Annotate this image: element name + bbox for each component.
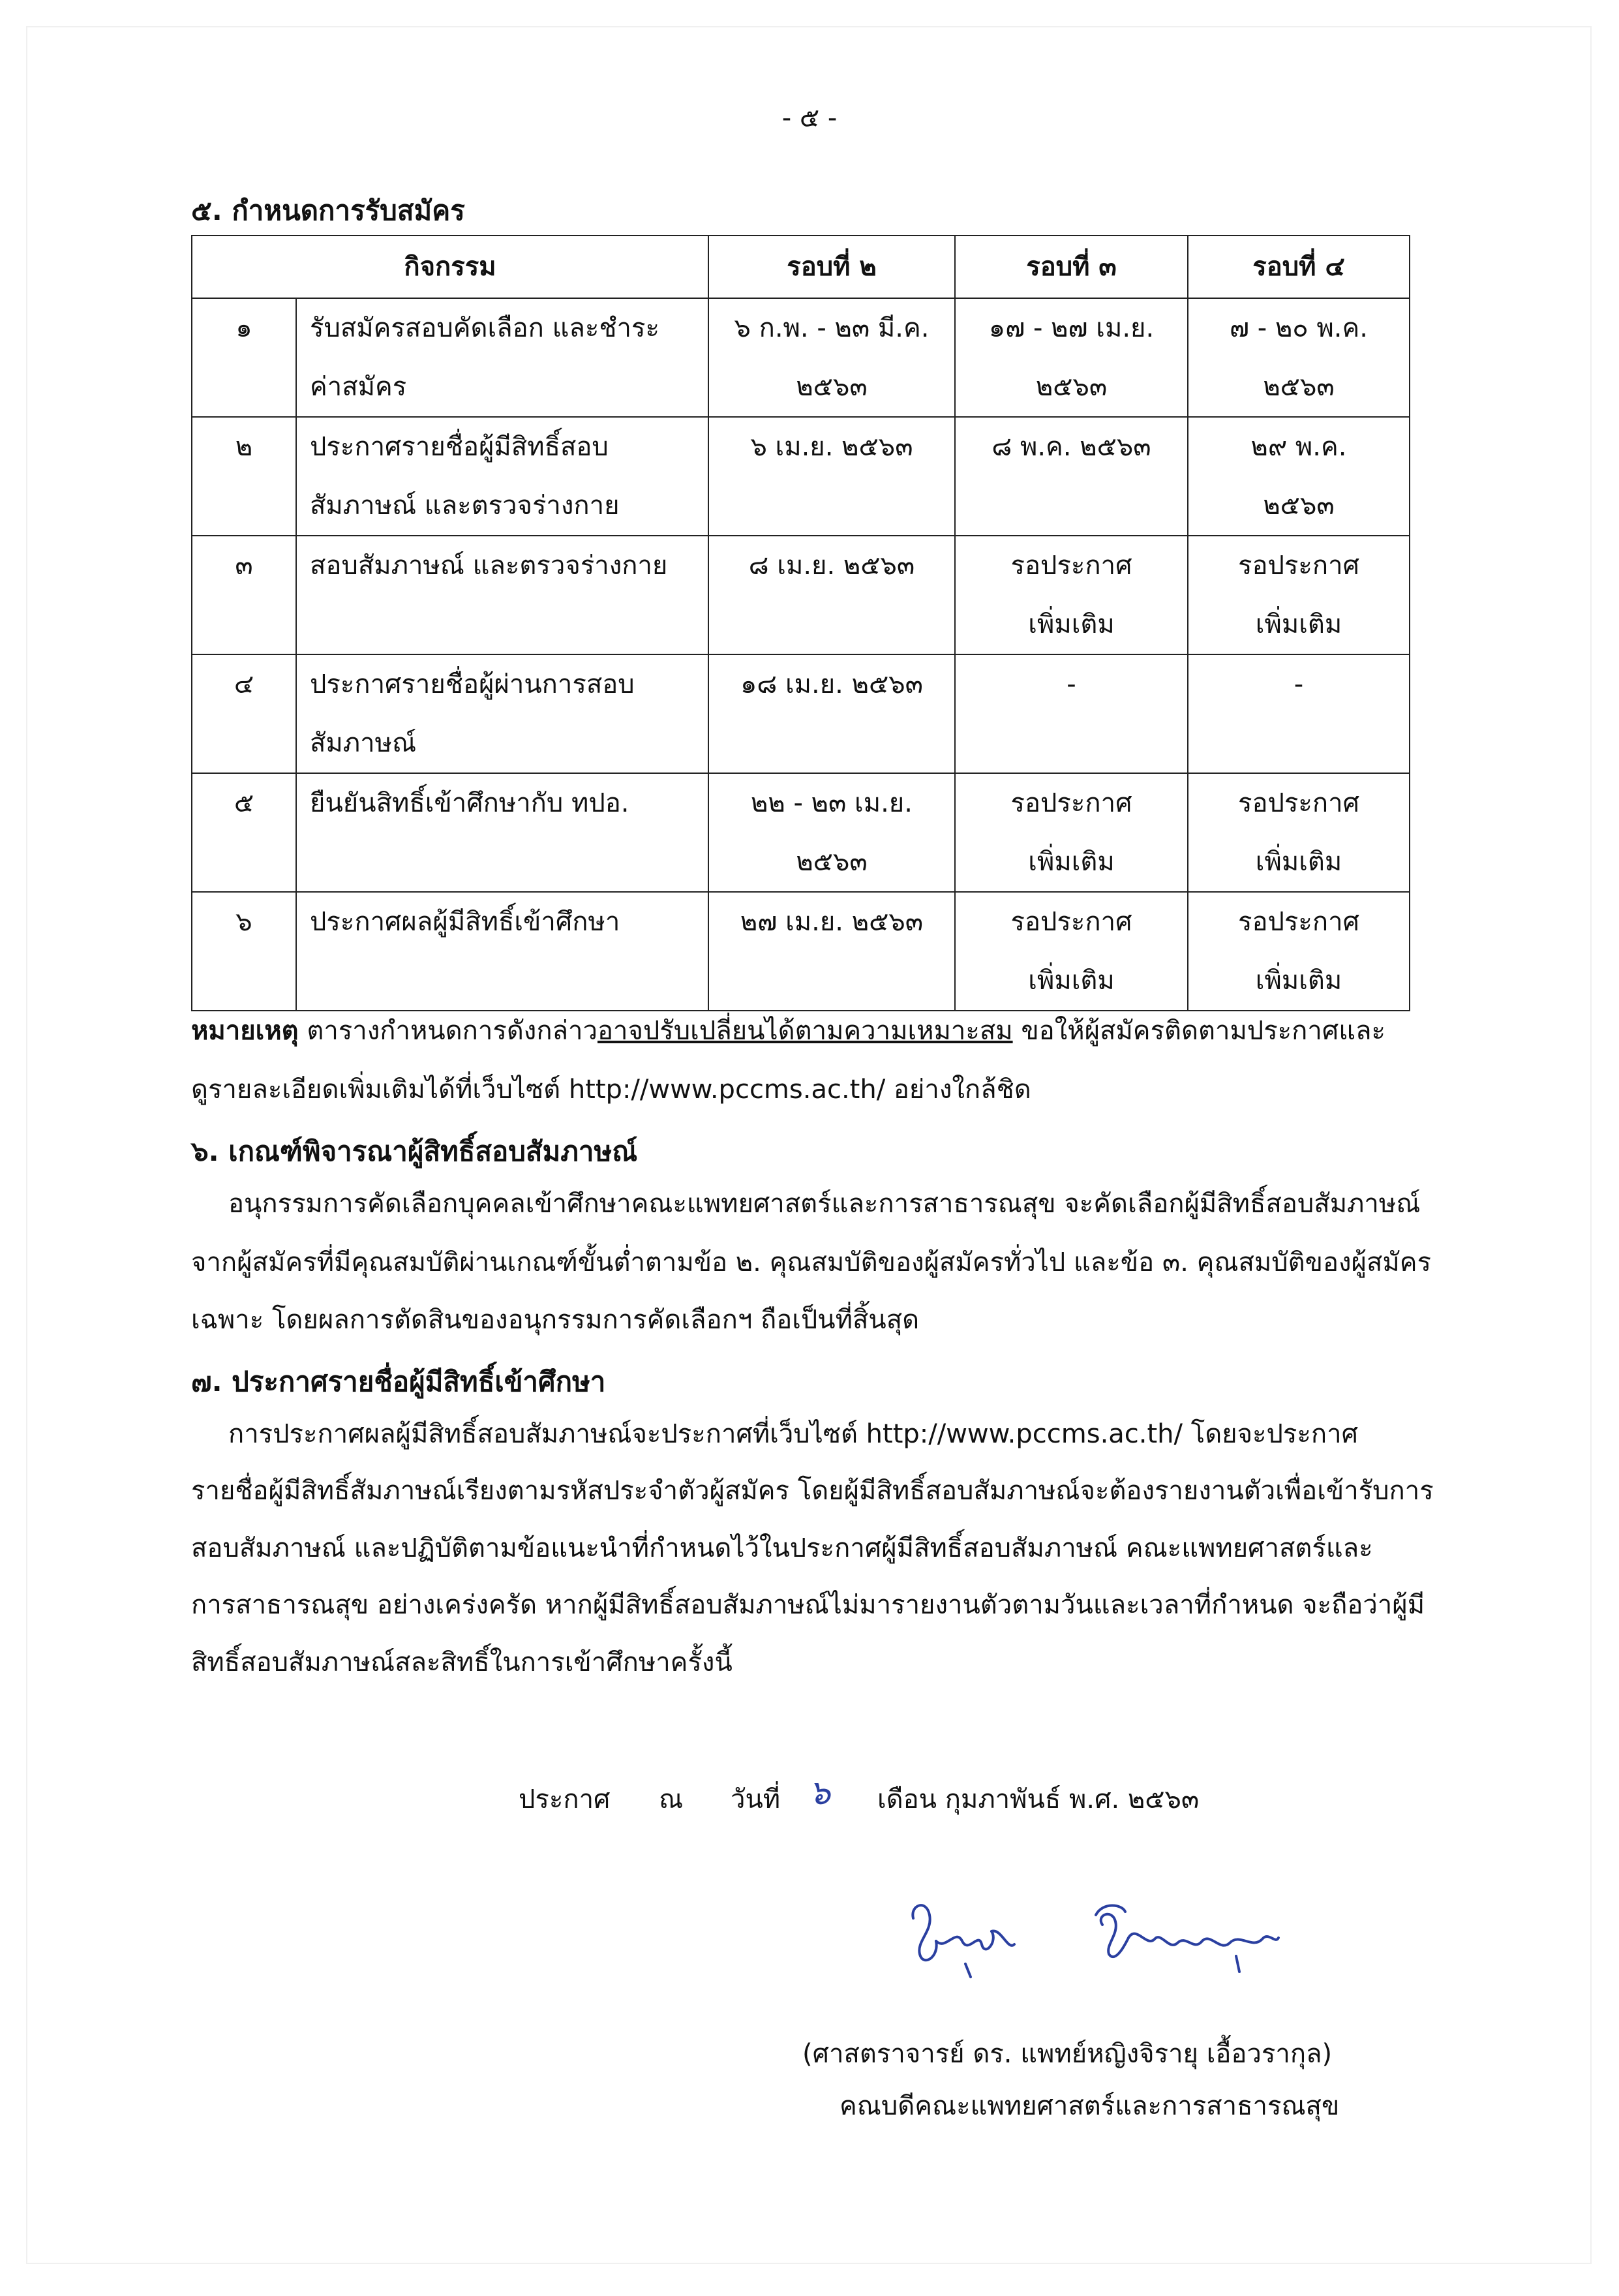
header-round-2: รอบที่ ๒ bbox=[708, 236, 955, 298]
section-7-title: ๗. ประกาศรายชื่อผู้มีสิทธิ์เข้าศึกษา bbox=[191, 1366, 606, 1398]
schedule-row bbox=[192, 654, 1410, 773]
row-round-4-line: ๒๕๖๓ bbox=[1263, 372, 1335, 402]
note-text-after: ขอให้ผู้สมัครติดตามประกาศและ bbox=[1012, 1016, 1386, 1046]
announcement-prakat: ประกาศ bbox=[519, 1784, 611, 1814]
row-round-2-line: ๒๕๖๓ bbox=[796, 372, 868, 402]
schedule-table bbox=[191, 235, 1410, 1011]
row-round-3-line: ๘ พ.ค. ๒๕๖๓ bbox=[991, 432, 1151, 462]
row-activity-line bbox=[310, 595, 699, 654]
row-round-3-line: รอประกาศ bbox=[1010, 788, 1132, 818]
row-round-3-line: ๑๗ - ๒๗ เม.ย. bbox=[988, 313, 1155, 343]
row-round-4-line bbox=[1188, 714, 1409, 773]
schedule-row bbox=[192, 536, 1410, 654]
row-round-4-line: เพิ่มเติม bbox=[1255, 609, 1342, 639]
section-6-line: อนุกรรมการคัดเลือกบุคคลเข้าศึกษาคณะแพทยศาสตร์และการสาธารณสุข จะคัดเลือกผู้มีสิทธิ์สอบสัมภาษณ์ bbox=[228, 1189, 1421, 1219]
row-round-3-line: - bbox=[1067, 669, 1076, 699]
row-round-4-line: รอประกาศ bbox=[1238, 907, 1359, 937]
row-round-2-line bbox=[709, 714, 954, 773]
row-round-4 bbox=[1188, 417, 1410, 536]
row-activity bbox=[296, 298, 708, 417]
header-round-3: รอบที่ ๓ bbox=[955, 236, 1188, 298]
row-round-3 bbox=[955, 536, 1188, 654]
row-round-2 bbox=[708, 654, 955, 773]
schedule-row bbox=[192, 417, 1410, 536]
row-round-2-line bbox=[709, 476, 954, 535]
row-activity-line: ประกาศผลผู้มีสิทธิ์เข้าศึกษา bbox=[310, 907, 620, 937]
row-round-4-line: - bbox=[1294, 669, 1304, 699]
section-7-line: การประกาศผลผู้มีสิทธิ์สอบสัมภาษณ์จะประกาศที่เว็บไซต์ http://www.pccms.ac.th/ โดยจะประกาศ bbox=[228, 1419, 1358, 1449]
row-round-3-line: รอประกาศ bbox=[1010, 907, 1132, 937]
row-round-3-line: เพิ่มเติม bbox=[1028, 847, 1115, 877]
note-line-2: ดูรายละเอียดเพิ่มเติมได้ที่เว็บไซต์ http://www.pccms.ac.th/ อย่างใกล้ชิด bbox=[191, 1075, 1031, 1105]
row-round-2-line: ๒๗ เม.ย. ๒๕๖๓ bbox=[740, 907, 924, 937]
row-round-2 bbox=[708, 298, 955, 417]
header-round-4: รอบที่ ๔ bbox=[1188, 236, 1410, 298]
schedule-row bbox=[192, 298, 1410, 417]
row-round-2-line: ๑๘ เม.ย. ๒๕๖๓ bbox=[740, 669, 923, 699]
row-activity-line: สัมภาษณ์ และตรวจร่างกาย bbox=[310, 491, 620, 521]
schedule-row bbox=[192, 773, 1410, 892]
row-round-4 bbox=[1188, 654, 1410, 773]
row-round-3-line bbox=[956, 476, 1187, 535]
section-7-line: การสาธารณสุข อย่างเคร่งครัด หากผู้มีสิทธิ์สอบสัมภาษณ์ไม่มารายงานตัวตามวันและเวลาที่กำหนด จะถือว่าผู้มี bbox=[191, 1590, 1425, 1620]
row-number: ๓ bbox=[192, 536, 296, 654]
note-label: หมายเหตุ bbox=[191, 1016, 299, 1046]
section-7-line: สิทธิ์สอบสัมภาษณ์สละสิทธิ์ในการเข้าศึกษาครั้งนี้ bbox=[191, 1647, 733, 1677]
row-number: ๔ bbox=[192, 654, 296, 773]
row-round-3 bbox=[955, 892, 1188, 1011]
row-round-4-line: รอประกาศ bbox=[1238, 551, 1359, 581]
row-round-4 bbox=[1188, 773, 1410, 892]
row-round-3 bbox=[955, 417, 1188, 536]
row-round-2-line: ๖ เม.ย. ๒๕๖๓ bbox=[750, 432, 913, 462]
note-underlined: อาจปรับเปลี่ยนได้ตามความเหมาะสม bbox=[597, 1016, 1013, 1046]
row-round-2-line: ๘ เม.ย. ๒๕๖๓ bbox=[748, 551, 915, 581]
announcement-month-year: เดือน กุมภาพันธ์ พ.ศ. ๒๕๖๓ bbox=[877, 1784, 1200, 1814]
row-round-3-line: ๒๕๖๓ bbox=[1035, 372, 1108, 402]
page-number: - ๕ - bbox=[781, 103, 838, 133]
signatory-position: คณบดีคณะแพทยศาสตร์และการสาธารณสุข bbox=[840, 2091, 1340, 2121]
row-round-3-line: เพิ่มเติม bbox=[1028, 966, 1115, 996]
note-text-before: ตารางกำหนดการดังกล่าว bbox=[298, 1016, 598, 1046]
row-round-2 bbox=[708, 773, 955, 892]
announcement-na: ณ bbox=[659, 1784, 684, 1814]
schedule-header-row bbox=[192, 236, 1410, 298]
section-5-title: ๕. กำหนดการรับสมัคร bbox=[191, 194, 465, 226]
section-6-line: จากผู้สมัครที่มีคุณสมบัติผ่านเกณฑ์ขั้นต่ำตามข้อ ๒. คุณสมบัติของผู้สมัครทั่วไป และข้อ ๓. คุณสมบัติของผู้สมัคร bbox=[191, 1247, 1432, 1278]
row-round-2 bbox=[708, 892, 955, 1011]
row-round-3-line: รอประกาศ bbox=[1010, 551, 1132, 581]
row-activity bbox=[296, 536, 708, 654]
row-activity-line: สอบสัมภาษณ์ และตรวจร่างกาย bbox=[310, 551, 668, 581]
row-round-4-line: ๒๕๖๓ bbox=[1263, 491, 1335, 521]
row-activity-line: ค่าสมัคร bbox=[310, 372, 407, 402]
row-round-2-line: ๒๕๖๓ bbox=[796, 847, 868, 877]
header-activity: กิจกรรม bbox=[192, 236, 708, 298]
row-round-4-line: รอประกาศ bbox=[1238, 788, 1359, 818]
section-6-title: ๖. เกณฑ์พิจารณาผู้สิทธิ์สอบสัมภาษณ์ bbox=[191, 1135, 638, 1167]
row-number: ๑ bbox=[192, 298, 296, 417]
row-round-3-line: เพิ่มเติม bbox=[1028, 609, 1115, 639]
row-round-3 bbox=[955, 654, 1188, 773]
row-activity bbox=[296, 417, 708, 536]
row-activity bbox=[296, 892, 708, 1011]
row-round-2-line bbox=[709, 595, 954, 654]
row-round-3 bbox=[955, 298, 1188, 417]
row-round-4-line: เพิ่มเติม bbox=[1255, 966, 1342, 996]
row-number: ๒ bbox=[192, 417, 296, 536]
row-activity bbox=[296, 654, 708, 773]
row-activity-line: สัมภาษณ์ bbox=[310, 728, 417, 758]
row-round-2 bbox=[708, 536, 955, 654]
row-round-4-line: ๗ - ๒๐ พ.ค. bbox=[1230, 313, 1368, 343]
handwritten-signature bbox=[900, 1879, 1305, 2010]
row-number: ๖ bbox=[192, 892, 296, 1011]
row-activity-line: ประกาศรายชื่อผู้ผ่านการสอบ bbox=[310, 669, 635, 699]
row-round-4 bbox=[1188, 892, 1410, 1011]
schedule-row bbox=[192, 892, 1410, 1011]
row-number: ๕ bbox=[192, 773, 296, 892]
announcement-wanthi: วันที่ bbox=[731, 1784, 781, 1814]
row-activity bbox=[296, 773, 708, 892]
section-6-line: เฉพาะ โดยผลการตัดสินของอนุกรรมการคัดเลือกฯ ถือเป็นที่สิ้นสุด bbox=[191, 1305, 920, 1335]
row-round-2 bbox=[708, 417, 955, 536]
row-activity-line: ประกาศรายชื่อผู้มีสิทธิ์สอบ bbox=[310, 432, 609, 462]
row-activity-line: ยืนยันสิทธิ์เข้าศึกษากับ ทปอ. bbox=[310, 788, 629, 818]
signatory-name: (ศาสตราจารย์ ดร. แพทย์หญิงจิรายุ เอื้อวรากุล) bbox=[802, 2039, 1333, 2069]
row-round-4 bbox=[1188, 536, 1410, 654]
section-7-line: รายชื่อผู้มีสิทธิ์สัมภาษณ์เรียงตามรหัสประจำตัวผู้สมัคร โดยผู้มีสิทธิ์สอบสัมภาษณ์จะต้องรายงานตัวเพื่อเข้ารับการ bbox=[191, 1476, 1434, 1506]
row-activity-line: รับสมัครสอบคัดเลือก และชำระ bbox=[310, 313, 659, 343]
row-round-4-line: เพิ่มเติม bbox=[1255, 847, 1342, 877]
note-line-1 bbox=[191, 1002, 1385, 1060]
row-round-3-line bbox=[956, 714, 1187, 773]
announcement-day: ๖ bbox=[809, 1773, 831, 1813]
section-7-line: สอบสัมภาษณ์ และปฏิบัติตามข้อแนะนำที่กำหนดไว้ในประกาศผู้มีสิทธิ์สอบสัมภาษณ์ คณะแพทยศาสตร์และ bbox=[191, 1533, 1373, 1563]
row-round-4 bbox=[1188, 298, 1410, 417]
row-round-4-line: ๒๙ พ.ค. bbox=[1250, 432, 1347, 462]
row-round-2-line: ๖ ก.พ. - ๒๓ มี.ค. bbox=[734, 313, 930, 343]
row-round-3 bbox=[955, 773, 1188, 892]
row-activity-line bbox=[310, 833, 699, 891]
row-round-2-line: ๒๒ - ๒๓ เม.ย. bbox=[751, 788, 913, 818]
